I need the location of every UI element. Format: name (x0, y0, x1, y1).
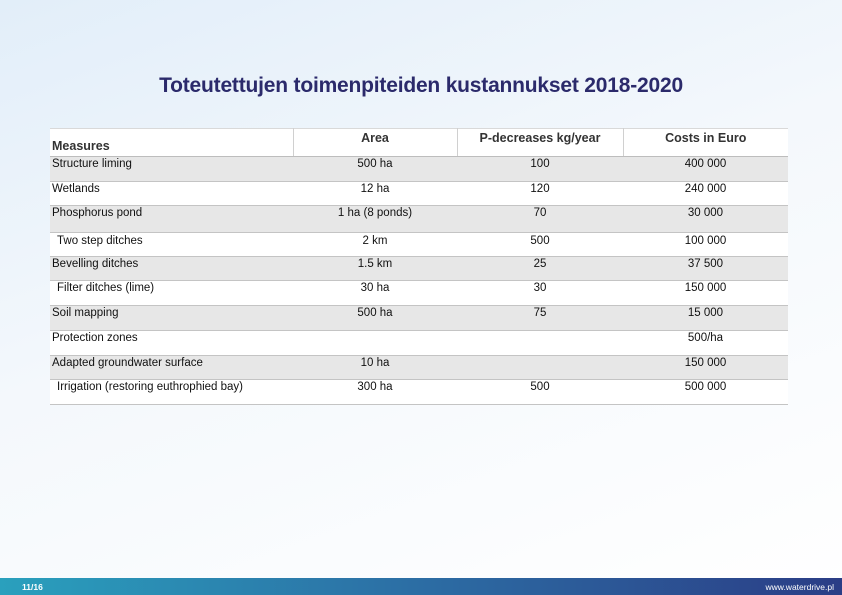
table-cell-cost: 150 000 (623, 281, 788, 306)
table-row (50, 356, 788, 380)
column-header-area: Area (293, 129, 457, 157)
table-row (50, 306, 788, 331)
table-row (50, 281, 788, 306)
table-cell-area: 12 ha (293, 182, 457, 206)
footer-bar (0, 578, 842, 595)
table-cell-measure: Wetlands (50, 182, 293, 206)
table-cell-cost: 100 000 (623, 233, 788, 257)
table-cell-cost: 30 000 (623, 206, 788, 233)
table-cell-cost: 400 000 (623, 157, 788, 182)
table-cell-p-decrease: 75 (457, 306, 623, 331)
table-cell-measure: Protection zones (50, 331, 293, 356)
column-header-measures: Measures (50, 129, 293, 157)
table-row (50, 257, 788, 281)
table-cell-cost: 15 000 (623, 306, 788, 331)
table-cell-p-decrease: 500 (457, 233, 623, 257)
table-cell-measure: Adapted groundwater surface (50, 356, 293, 380)
table-row (50, 233, 788, 257)
column-header-costs: Costs in Euro (623, 129, 788, 157)
table-cell-p-decrease (457, 331, 623, 356)
column-header-p-decreases: P-decreases kg/year (457, 129, 623, 157)
table-cell-area: 300 ha (293, 380, 457, 405)
table-cell-area: 30 ha (293, 281, 457, 306)
table-cell-cost: 500 000 (623, 380, 788, 405)
website-url: www.waterdrive.pl (765, 582, 834, 592)
table-cell-area: 1 ha (8 ponds) (293, 206, 457, 233)
table-cell-cost: 500/ha (623, 331, 788, 356)
table-cell-cost: 37 500 (623, 257, 788, 281)
table-row (50, 206, 788, 233)
table-cell-measure: Two step ditches (50, 233, 293, 257)
table-row (50, 182, 788, 206)
table-cell-measure: Filter ditches (lime) (50, 281, 293, 306)
table-cell-area (293, 331, 457, 356)
table-cell-area: 10 ha (293, 356, 457, 380)
table-cell-area: 500 ha (293, 306, 457, 331)
table-cell-p-decrease (457, 356, 623, 380)
table-row (50, 157, 788, 182)
table-cell-area: 1.5 km (293, 257, 457, 281)
table-cell-measure: Soil mapping (50, 306, 293, 331)
table-cell-area: 2 km (293, 233, 457, 257)
table-cell-p-decrease: 120 (457, 182, 623, 206)
table-cell-measure: Phosphorus pond (50, 206, 293, 233)
page-number: 11/16 (22, 582, 43, 592)
table-row (50, 331, 788, 356)
table-cell-measure: Bevelling ditches (50, 257, 293, 281)
table-cell-measure: Structure liming (50, 157, 293, 182)
table-row (50, 380, 788, 405)
table-cell-p-decrease: 500 (457, 380, 623, 405)
table-cell-p-decrease: 70 (457, 206, 623, 233)
table-cell-area: 500 ha (293, 157, 457, 182)
table-cell-p-decrease: 25 (457, 257, 623, 281)
table-cell-p-decrease: 100 (457, 157, 623, 182)
costs-table (50, 128, 788, 405)
table-cell-p-decrease: 30 (457, 281, 623, 306)
page-title: Toteutettujen toimenpiteiden kustannukset 2018-2020 (159, 74, 683, 97)
table-cell-cost: 150 000 (623, 356, 788, 380)
table-header-row (50, 129, 788, 157)
table-cell-measure: Irrigation (restoring euthrophied bay) (50, 380, 293, 405)
table-cell-cost: 240 000 (623, 182, 788, 206)
